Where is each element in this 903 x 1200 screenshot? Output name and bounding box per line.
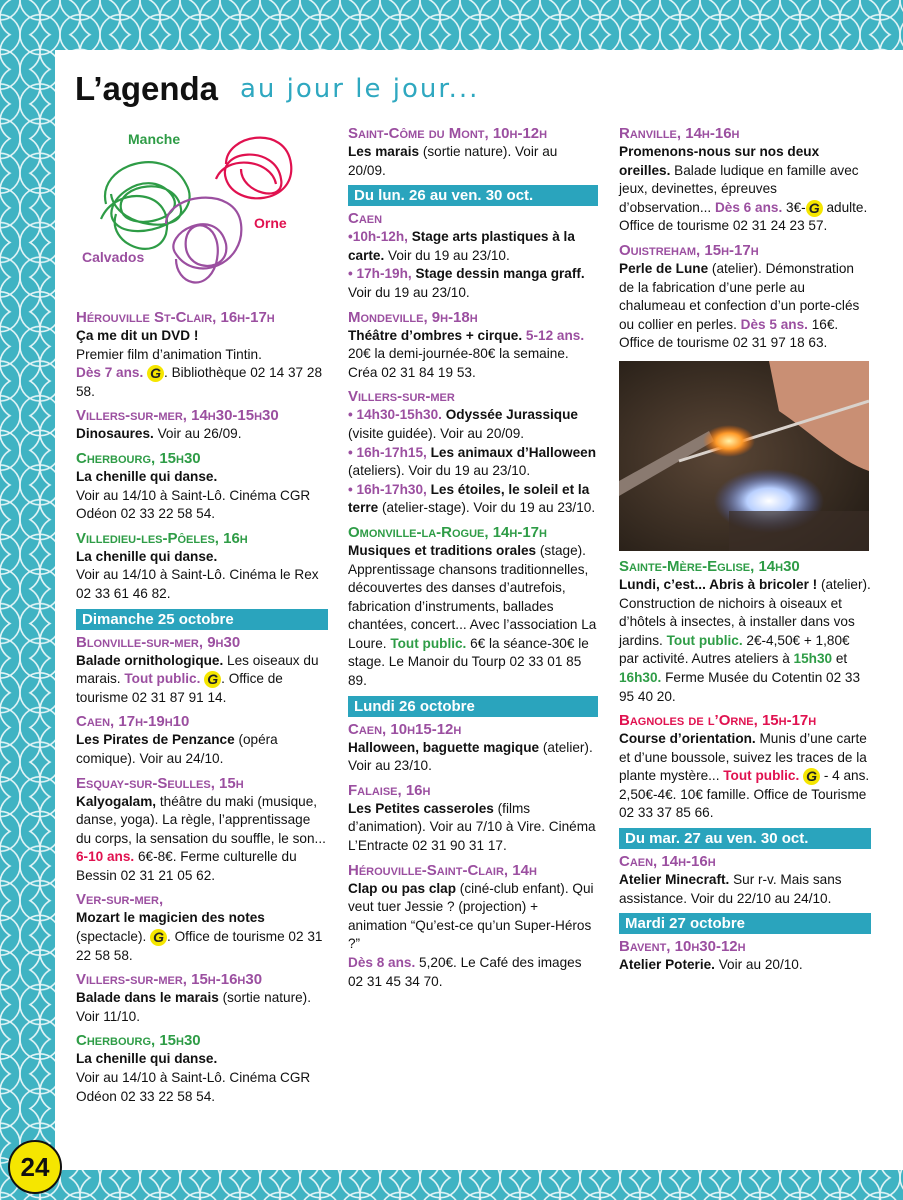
event-desc: (spectacle).: [76, 929, 151, 945]
event-title: Théâtre d’ombres + cirque.: [348, 327, 523, 343]
event-audience: Tout public.: [723, 768, 800, 784]
event-title: Atelier Minecraft.: [619, 872, 730, 888]
event: [348, 387, 598, 518]
event: [348, 308, 598, 383]
event-title: Kalyogalam,: [76, 793, 157, 809]
event-audience: Tout public.: [124, 671, 201, 687]
event-info: 20€ la demi-journée-80€ la semaine. Créa 02 31 84 19 53.: [348, 346, 569, 380]
event-desc: Voir au 20/10.: [714, 957, 803, 973]
event-desc: (atelier-stage). Voir du 19 au 23/10.: [378, 500, 596, 516]
event-desc: Voir au 26/09.: [153, 426, 242, 442]
event-desc: Les oiseaux du marais.: [76, 652, 319, 687]
event: [76, 712, 328, 768]
event-place: Omonville-la-Rogue, 14h-17h: [348, 523, 547, 541]
event-info: 16€. Office de tourisme 02 31 97 18 63.: [619, 316, 839, 351]
event-title: La chenille qui danse.: [76, 548, 218, 564]
event-time: • 17h-19h,: [348, 266, 412, 282]
event-info: - 4 ans. 2,50€-4€. 10€ famille. Office de Tourisme 02 33 37 85 66.: [619, 768, 870, 821]
event-desc: théâtre du maki (musique, danse, yoga). La règle, l’apprentissage du corps, la sensation du souffle, le son...: [76, 793, 326, 846]
event-age: Dès 6 ans.: [714, 199, 783, 215]
event-age: Dès 8 ans.: [348, 955, 416, 970]
event-info: . Bibliothèque 02 14 37 28 58.: [76, 365, 323, 399]
event-place: Saint-Côme du Mont, 10h-12h: [348, 125, 548, 142]
event: [348, 861, 598, 992]
event-info: . Office de tourisme 02 31 87 91 14.: [76, 671, 283, 705]
event: [76, 449, 328, 524]
event-title: Atelier Poterie.: [619, 957, 715, 973]
event-title: Les animaux d’Halloween: [426, 444, 597, 460]
event-desc: (sortie nature). Voir au 20/09.: [348, 144, 558, 178]
event: [76, 890, 328, 965]
date-band: Mardi 27 octobre: [619, 913, 871, 934]
event-place: Sainte-Mère-Eglise, 14h30: [619, 557, 800, 575]
event-place: Falaise, 16h: [348, 781, 431, 799]
event: [76, 406, 328, 444]
event-title: Course d’orientation.: [619, 731, 756, 747]
date-band: Lundi 26 octobre: [348, 696, 598, 717]
free-badge-icon: G: [204, 671, 221, 688]
event-place: Villers-sur-mer, 14h30-15h30: [76, 407, 279, 425]
map-illustration: [76, 124, 328, 304]
event-place: Blonville-sur-mer, 9h30: [76, 633, 241, 651]
event-title: Les Pirates de Penzance: [76, 732, 235, 748]
event-title: Dinosaures.: [76, 426, 154, 442]
event: [76, 774, 328, 886]
map-label-manche: Manche: [128, 131, 181, 147]
event-age: 5-12 ans.: [522, 327, 585, 343]
glassblowing-photo: [619, 361, 869, 551]
event: [76, 308, 328, 401]
event: [619, 241, 871, 353]
event-time: • 16h-17h15,: [348, 444, 427, 460]
event-place: Ranville, 14h-16h: [619, 125, 740, 142]
event-desc: (visite guidée). Voir au 20/09.: [348, 425, 525, 441]
event-desc: Munis d’une carte et d’une boussole, suivez les traces de la plante mystère...: [619, 731, 867, 784]
event-title: Stage dessin manga graff.: [411, 266, 585, 282]
column-3: [619, 124, 871, 980]
event-age: Dès 5 ans.: [740, 316, 808, 332]
event: [76, 529, 328, 604]
event-desc: (ateliers). Voir du 19 au 23/10.: [348, 463, 531, 479]
event-time: •10h-12h,: [348, 229, 408, 245]
event-desc: (opéra comique). Voir au 24/10.: [76, 732, 278, 766]
event-title: La chenille qui danse.: [76, 468, 218, 484]
event-place: Bavent, 10h30-12h: [619, 938, 746, 956]
event-audience: Tout public.: [666, 632, 743, 648]
event: [348, 523, 598, 691]
map-label-calvados: Calvados: [82, 249, 145, 265]
map-label-orne: Orne: [254, 215, 287, 231]
event-title: La chenille qui danse.: [76, 1051, 218, 1067]
event-place: Cherbourg, 15h30: [76, 449, 201, 467]
event-info: Ferme Musée du Cotentin 02 33 95 40 20.: [619, 669, 861, 704]
event-place: Villers-sur-mer, 15h-16h30: [76, 971, 263, 989]
event-age: 6-10 ans.: [76, 849, 135, 865]
event-desc: Voir au 14/10 à Saint-Lô. Cinéma le Rex 02 33 61 46 82.: [76, 567, 319, 601]
event-title: Mozart le magicien des notes: [76, 910, 265, 926]
event-place: Hérouville St-Clair, 16h-17h: [76, 309, 275, 326]
event-title: Stage arts plastiques à la carte.: [348, 229, 575, 263]
event: [76, 633, 328, 708]
event: [76, 970, 328, 1026]
event: [619, 711, 871, 823]
event: [348, 781, 598, 856]
event-place: Villers-sur-mer: [348, 388, 455, 406]
event-time: 15h30: [793, 651, 833, 667]
date-band: Du mar. 27 au ven. 30 oct.: [619, 828, 871, 849]
event-info: et: [832, 651, 848, 667]
event-place: Cherbourg, 15h30: [76, 1032, 201, 1050]
event-info: adulte. Office de tourisme 02 31 24 23 57.: [619, 199, 868, 234]
event: [348, 124, 598, 180]
free-badge-icon: G: [803, 768, 820, 785]
event-place: Caen, 10h15-12h: [348, 720, 462, 738]
event-title: Lundi, c’est... Abris à bricoler !: [619, 576, 818, 592]
event-time: • 16h-17h30,: [348, 481, 427, 497]
event-place: Ouistreham, 15h-17h: [619, 241, 759, 259]
event-title: Odyssée Jurassique: [441, 407, 578, 423]
event-desc: Sur r-v. Mais sans assistance. Voir du 22/10 au 24/10.: [619, 872, 842, 906]
event-title: Halloween, baguette magique: [348, 739, 540, 755]
event-info: 5,20€. Le Café des images 02 31 45 34 70.: [348, 955, 582, 989]
free-badge-icon: G: [147, 365, 164, 382]
event-place: Bagnoles de l’Orne, 15h-17h: [619, 712, 817, 730]
free-badge-icon: G: [150, 929, 167, 946]
event-title: Ça me dit un DVD !: [76, 328, 199, 343]
date-band: Dimanche 25 octobre: [76, 609, 328, 630]
event-desc: Premier film d’animation Tintin.: [76, 346, 262, 362]
event-place: Hérouville-Saint-Clair, 14h: [348, 861, 537, 879]
event-place: Mondeville, 9h-18h: [348, 308, 478, 326]
event-desc: (ciné-club enfant). Qui veut tuer Jessie ? (projection) + animation “Qu’est-ce qu’un Super-Héros ?”: [348, 880, 594, 952]
title-main: L’agenda: [75, 70, 219, 107]
event-title: Les Petites casseroles: [348, 800, 494, 816]
event-title: Les marais: [348, 144, 420, 159]
event: [348, 720, 598, 776]
event-price: 3€-: [782, 199, 806, 215]
event-age: Dès 7 ans.: [76, 365, 144, 381]
event-place: Caen, 14h-16h: [619, 853, 716, 871]
event-desc: Voir du 19 au 23/10.: [348, 284, 470, 300]
event-title: Les étoiles, le soleil et la terre: [348, 481, 590, 516]
event: [619, 557, 871, 706]
event-place: Caen, 17h-19h10: [76, 713, 190, 731]
event-time: 16h30.: [619, 669, 662, 685]
event-title: Balade ornithologique.: [76, 652, 224, 668]
event-info: 6€-8€. Ferme culturelle du Bessin 02 31 21 05 62.: [76, 849, 297, 883]
scribble-map: [76, 124, 328, 304]
event-desc: (atelier). Construction de nichoirs à oiseaux et d’hôtels à insectes, à installer dans vos jardins.: [619, 576, 871, 648]
event: [619, 937, 871, 975]
event-title: Balade dans le marais: [76, 990, 219, 1006]
event-desc: (films d’animation). Voir au 7/10 à Vire. Cinéma L’Entracte 02 31 90 31 17.: [348, 800, 596, 854]
event: [619, 852, 871, 908]
event: [619, 124, 871, 236]
event-title: Perle de Lune: [619, 260, 709, 276]
column-1: [76, 124, 328, 1111]
event-title: Promenons-nous sur nos deux oreilles.: [619, 144, 820, 178]
event: [348, 209, 598, 302]
event-desc: Voir du 19 au 23/10.: [384, 247, 510, 263]
event-place: Ver-sur-mer,: [76, 891, 164, 909]
event-desc: (atelier). Démonstration de la fabrication d’une perle au chalumeau et confection d’un porte-clés ou collier en perles.: [619, 260, 860, 332]
column-2: [348, 124, 598, 996]
event-title: Clap ou pas clap: [348, 880, 457, 896]
free-badge-icon: G: [806, 200, 823, 217]
event-desc: Voir au 14/10 à Saint-Lô. Cinéma CGR Odéon 02 33 22 58 54.: [76, 1070, 311, 1104]
event-time: • 14h30-15h30.: [348, 407, 442, 423]
event-audience: Tout public.: [390, 635, 467, 651]
event-place: Esquay-sur-Seulles, 15h: [76, 774, 244, 792]
event-info: 2€-4,50€ + 1,80€ par activité. Autres ateliers à: [619, 632, 850, 667]
event-desc: Voir au 14/10 à Saint-Lô. Cinéma CGR Odéon 02 33 22 58 54.: [76, 487, 311, 522]
event-place: Villedieu-les-Pôeles, 16h: [76, 529, 248, 547]
event-place: Caen: [348, 210, 383, 228]
event-desc: Balade ludique en famille avec jeux, devinettes, épreuves d’observation...: [619, 162, 859, 215]
event: [76, 1031, 328, 1106]
event-info: 6€ la séance-30€ le stage. Le Manoir du Tourp 02 33 01 85 89.: [348, 635, 589, 689]
event-desc: (sortie nature). Voir 11/10.: [76, 990, 311, 1024]
title-script: au jour le jour...: [240, 74, 480, 104]
event-desc: (atelier). Voir au 23/10.: [348, 739, 593, 774]
page-number: 24: [8, 1140, 62, 1194]
date-band: Du lun. 26 au ven. 30 oct.: [348, 185, 598, 206]
event-desc: (stage). Apprentissage chansons traditionnelles, découvertes des danses d’autrefois, fabrication d’instruments, ballades chantées, concert... Avec l’association La Loure.: [348, 542, 597, 651]
event-info: . Office de tourisme 02 31 22 58 58.: [76, 929, 323, 963]
event-title: Musiques et traditions orales: [348, 542, 537, 558]
